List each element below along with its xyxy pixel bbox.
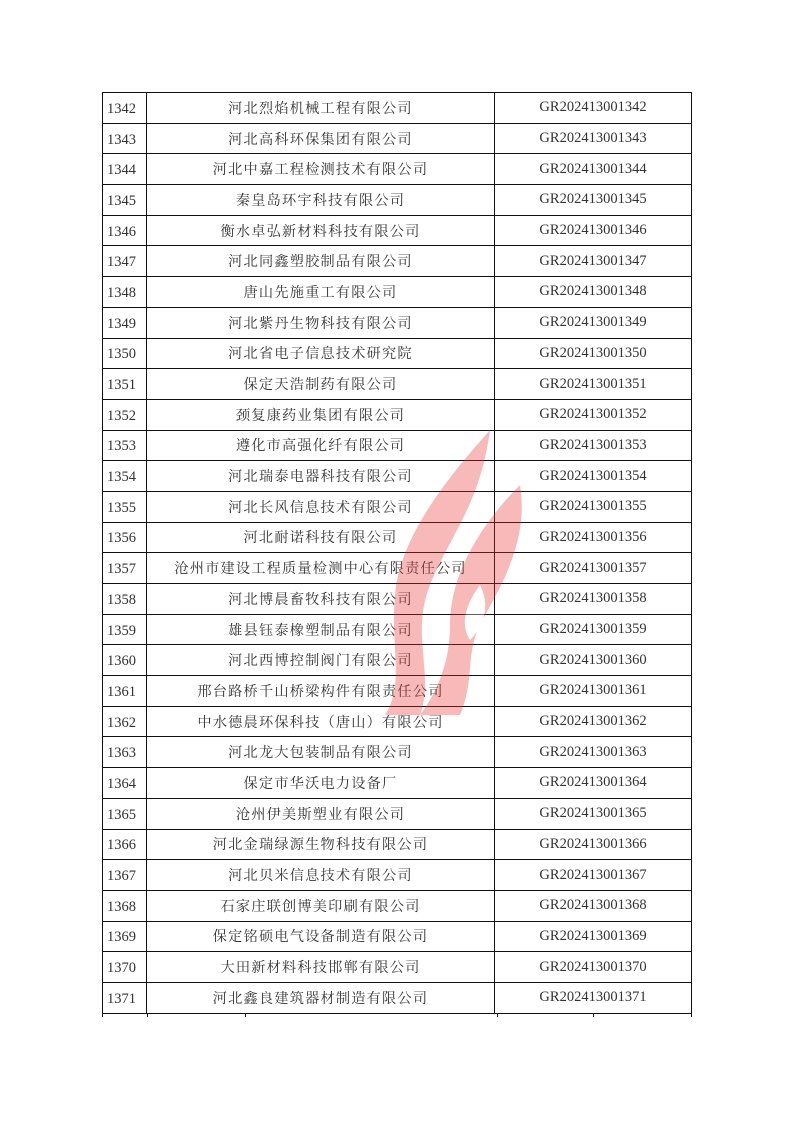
row-index: 1354 — [103, 461, 147, 491]
table-row — [103, 308, 691, 339]
row-index: 1352 — [103, 400, 147, 430]
certificate-code: GR202413001362 — [539, 713, 647, 730]
row-index: 1369 — [103, 922, 147, 952]
certificate-code: GR202413001357 — [539, 559, 647, 576]
table-row — [103, 277, 691, 308]
table-row — [103, 645, 691, 676]
row-index: 1345 — [103, 185, 147, 215]
row-index: 1366 — [103, 830, 147, 860]
company-name: 秦皇岛环宇科技有限公司 — [147, 185, 495, 215]
certificate-code: GR202413001363 — [539, 743, 647, 760]
company-name: 保定天浩制药有限公司 — [147, 369, 495, 399]
table-row — [103, 246, 691, 277]
table-row — [103, 676, 691, 707]
row-index: 1364 — [103, 768, 147, 798]
company-name: 沧州伊美斯塑业有限公司 — [147, 799, 495, 829]
row-index: 1349 — [103, 308, 147, 338]
company-name: 邢台路桥千山桥梁构件有限责任公司 — [147, 676, 495, 706]
table-row — [103, 799, 691, 830]
table-row — [103, 124, 691, 155]
company-name: 遵化市高强化纤有限公司 — [147, 431, 495, 461]
row-index: 1357 — [103, 553, 147, 583]
company-name: 河北耐诺科技有限公司 — [147, 523, 495, 553]
table-row — [103, 492, 691, 523]
table-row — [103, 553, 691, 584]
company-name: 石家庄联创博美印刷有限公司 — [147, 891, 495, 921]
company-name: 河北龙大包装制品有限公司 — [147, 737, 495, 767]
certificate-code: GR202413001353 — [539, 436, 647, 453]
table-row — [103, 737, 691, 768]
row-index: 1356 — [103, 523, 147, 553]
certificate-code: GR202413001359 — [539, 621, 647, 638]
company-name: 河北西博控制阀门有限公司 — [147, 645, 495, 675]
table-row — [103, 185, 691, 216]
table-row — [103, 584, 691, 615]
table-row — [103, 768, 691, 799]
company-name: 河北金瑞绿源生物科技有限公司 — [147, 830, 495, 860]
certificate-code: GR202413001349 — [539, 314, 647, 331]
company-name: 保定铭硕电气设备制造有限公司 — [147, 922, 495, 952]
company-name: 河北长风信息技术有限公司 — [147, 492, 495, 522]
row-index: 1360 — [103, 645, 147, 675]
certificate-code: GR202413001368 — [539, 897, 647, 914]
certificate-code: GR202413001352 — [539, 406, 647, 423]
certificate-code: GR202413001346 — [539, 222, 647, 239]
table-row — [103, 983, 691, 1014]
certificate-code: GR202413001370 — [539, 958, 647, 975]
company-name: 河北烈焰机械工程有限公司 — [147, 93, 495, 123]
company-name: 河北省电子信息技术研究院 — [147, 339, 495, 369]
company-name: 河北同鑫塑胶制品有限公司 — [147, 246, 495, 276]
certificate-code: GR202413001365 — [539, 805, 647, 822]
certificate-code: GR202413001360 — [539, 651, 647, 668]
certificate-code: GR202413001358 — [539, 590, 647, 607]
company-name: 河北高科环保集团有限公司 — [147, 124, 495, 154]
table-row — [103, 216, 691, 247]
table-row — [103, 830, 691, 861]
certificate-code: GR202413001369 — [539, 927, 647, 944]
company-name: 雄县钰泰橡塑制品有限公司 — [147, 615, 495, 645]
certificate-code: GR202413001354 — [539, 467, 647, 484]
table-row — [103, 461, 691, 492]
company-name: 保定市华沃电力设备厂 — [147, 768, 495, 798]
table-row — [103, 891, 691, 922]
row-index: 1344 — [103, 154, 147, 184]
table-row — [103, 154, 691, 185]
table-row — [103, 339, 691, 370]
row-index: 1358 — [103, 584, 147, 614]
row-index: 1347 — [103, 246, 147, 276]
company-name: 河北紫丹生物科技有限公司 — [147, 308, 495, 338]
certificate-code: GR202413001366 — [539, 835, 647, 852]
company-table — [102, 92, 692, 1017]
row-index: 1348 — [103, 277, 147, 307]
row-index: 1350 — [103, 339, 147, 369]
company-name: 中水德晨环保科技（唐山）有限公司 — [147, 707, 495, 737]
company-name: 沧州市建设工程质量检测中心有限责任公司 — [147, 553, 495, 583]
row-index: 1370 — [103, 952, 147, 982]
table-row — [103, 860, 691, 891]
certificate-code: GR202413001364 — [539, 774, 647, 791]
company-name: 河北中嘉工程检测技术有限公司 — [147, 154, 495, 184]
table-continuation — [103, 1014, 691, 1017]
row-index: 1359 — [103, 615, 147, 645]
table-row — [103, 922, 691, 953]
row-index: 1363 — [103, 737, 147, 767]
row-index: 1351 — [103, 369, 147, 399]
row-index: 1343 — [103, 124, 147, 154]
row-index: 1371 — [103, 983, 147, 1013]
company-name: 河北瑞泰电器科技有限公司 — [147, 461, 495, 491]
table-row — [103, 952, 691, 983]
row-index: 1361 — [103, 676, 147, 706]
certificate-code: GR202413001361 — [539, 682, 647, 699]
certificate-code: GR202413001356 — [539, 528, 647, 545]
certificate-code: GR202413001342 — [539, 99, 647, 116]
company-name: 河北鑫良建筑器材制造有限公司 — [147, 983, 495, 1013]
company-name: 河北博晨畜牧科技有限公司 — [147, 584, 495, 614]
table-row — [103, 431, 691, 462]
row-index: 1342 — [103, 93, 147, 123]
company-name: 河北贝米信息技术有限公司 — [147, 860, 495, 890]
table-row — [103, 369, 691, 400]
table-row — [103, 400, 691, 431]
row-index: 1362 — [103, 707, 147, 737]
row-index: 1353 — [103, 431, 147, 461]
company-name: 衡水卓弘新材料科技有限公司 — [147, 216, 495, 246]
certificate-code: GR202413001350 — [539, 344, 647, 361]
table-row — [103, 523, 691, 554]
certificate-code: GR202413001367 — [539, 866, 647, 883]
certificate-code: GR202413001351 — [539, 375, 647, 392]
certificate-code: GR202413001347 — [539, 252, 647, 269]
certificate-code: GR202413001355 — [539, 498, 647, 515]
company-name: 大田新材料科技邯郸有限公司 — [147, 952, 495, 982]
table-row — [103, 615, 691, 646]
row-index: 1368 — [103, 891, 147, 921]
row-index: 1367 — [103, 860, 147, 890]
certificate-code: GR202413001344 — [539, 160, 647, 177]
certificate-code: GR202413001371 — [539, 989, 647, 1006]
certificate-code: GR202413001348 — [539, 283, 647, 300]
certificate-code: GR202413001345 — [539, 191, 647, 208]
row-index: 1365 — [103, 799, 147, 829]
row-index: 1355 — [103, 492, 147, 522]
table-row — [103, 93, 691, 124]
company-name: 唐山先施重工有限公司 — [147, 277, 495, 307]
row-index: 1346 — [103, 216, 147, 246]
company-name: 颈复康药业集团有限公司 — [147, 400, 495, 430]
table-row — [103, 707, 691, 738]
certificate-code: GR202413001343 — [539, 130, 647, 147]
